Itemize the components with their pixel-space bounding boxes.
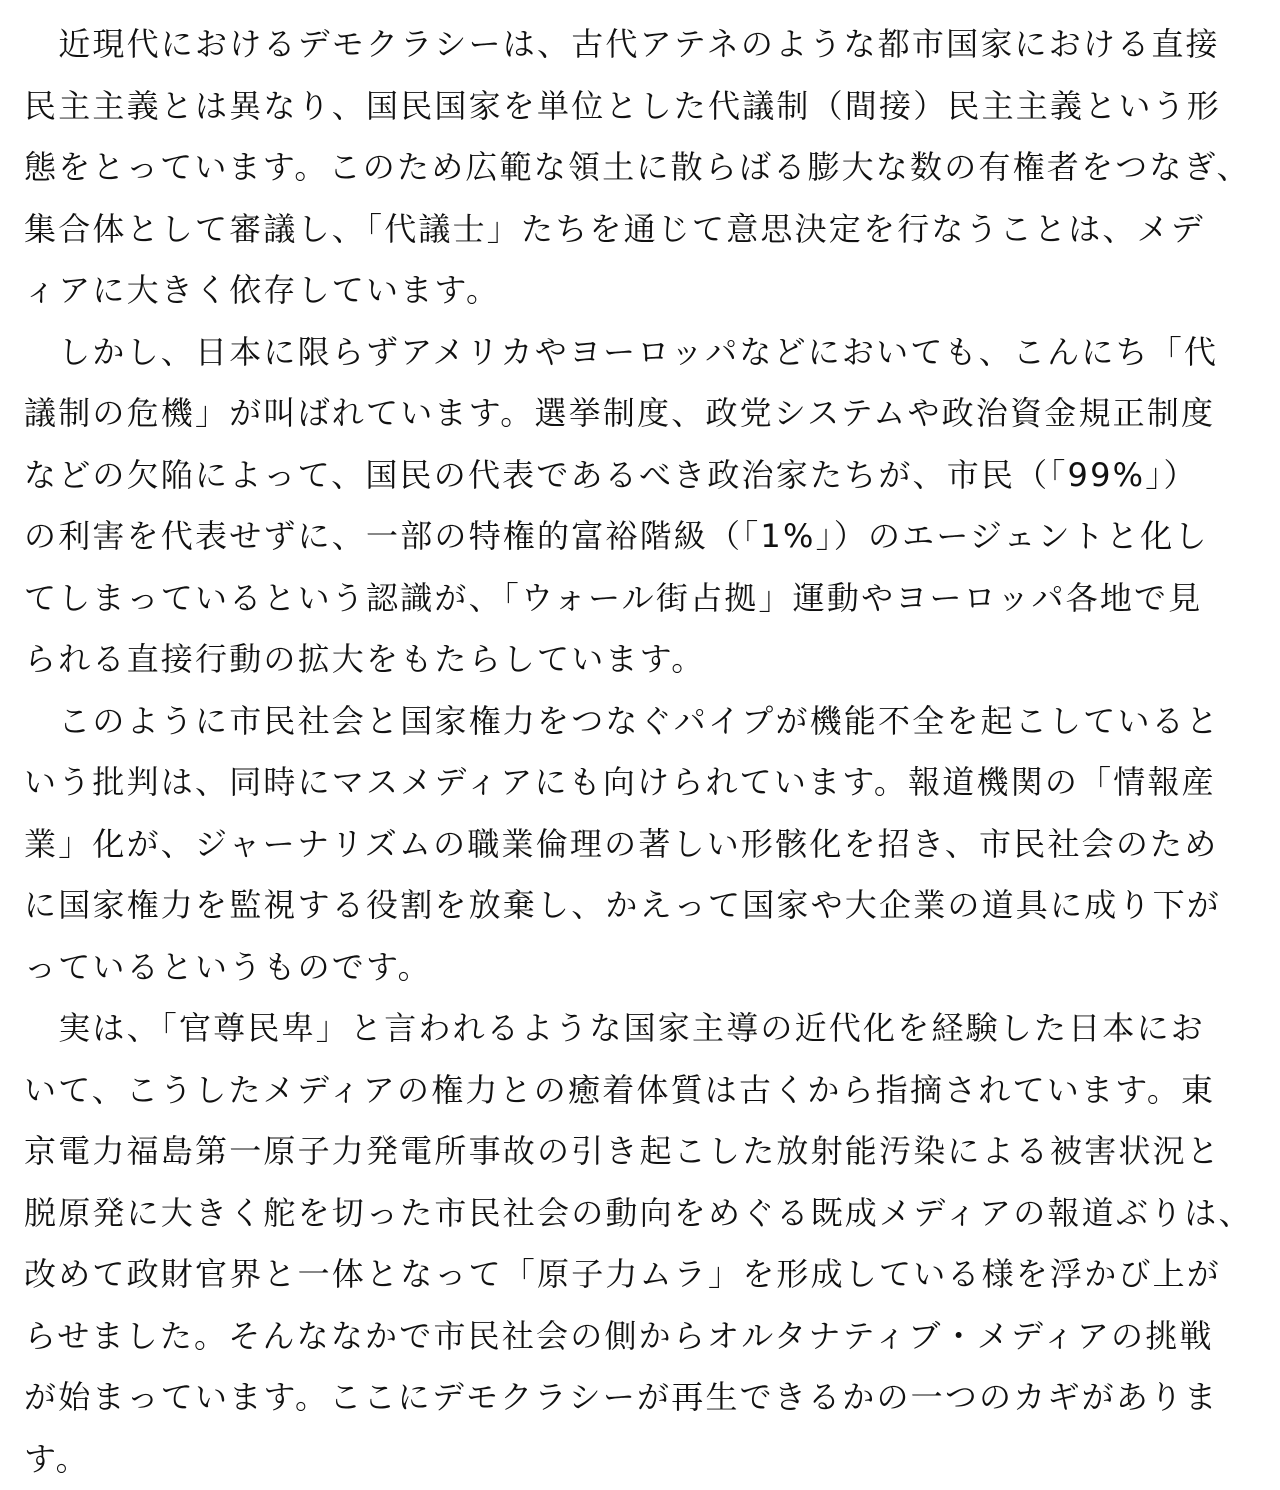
text-line: このように市民社会と国家権力をつなぐパイプが機能不全を起こしていると (24, 691, 1280, 753)
text-line: られる直接行動の拡大をもたらしています。 (24, 629, 1280, 691)
text-line: の利害を代表せずに、一部の特権的富裕階級（「1%」）のエージェントと化し (24, 506, 1280, 568)
text-line: 改めて政財官界と一体となって「原子力ムラ」を形成している様を浮かび上が (24, 1244, 1280, 1306)
text-line: 京電力福島第一原子力発電所事故の引き起こした放射能汚染による被害状況と (24, 1121, 1280, 1183)
paragraph-2 (24, 322, 1280, 691)
text-line: てしまっているという認識が、「ウォール街占拠」運動やヨーロッパ各地で見 (24, 568, 1280, 630)
text-line: 実は、「官尊民卑」と言われるような国家主導の近代化を経験した日本にお (24, 998, 1280, 1060)
paragraph-1 (24, 14, 1280, 322)
text-line: 民主主義とは異なり、国民国家を単位とした代議制（間接）民主主義という形 (24, 76, 1280, 138)
text-line: ィアに大きく依存しています。 (24, 260, 1280, 322)
text-line: っているというものです。 (24, 937, 1280, 999)
text-line: 業」化が、ジャーナリズムの職業倫理の著しい形骸化を招き、市民社会のため (24, 814, 1280, 876)
paragraph-4 (24, 998, 1280, 1490)
text-line: 近現代におけるデモクラシーは、古代アテネのような都市国家における直接 (24, 14, 1280, 76)
text-line: が始まっています。ここにデモクラシーが再生できるかの一つのカギがありま (24, 1367, 1280, 1429)
text-line: らせました。そんななかで市民社会の側からオルタナティブ・メディアの挑戦 (24, 1306, 1280, 1368)
text-line: す。 (24, 1429, 1280, 1490)
text-line: 態をとっています。このため広範な領土に散らばる膨大な数の有権者をつなぎ、 (24, 137, 1280, 199)
text-line: 脱原発に大きく舵を切った市民社会の動向をめぐる既成メディアの報道ぶりは、 (24, 1183, 1280, 1245)
text-line: いて、こうしたメディアの権力との癒着体質は古くから指摘されています。東 (24, 1060, 1280, 1122)
text-line: 集合体として審議し、「代議士」たちを通じて意思決定を行なうことは、メデ (24, 199, 1280, 261)
text-line: 議制の危機」が叫ばれています。選挙制度、政党システムや政治資金規正制度 (24, 383, 1280, 445)
text-line: に国家権力を監視する役割を放棄し、かえって国家や大企業の道具に成り下が (24, 875, 1280, 937)
paragraph-3 (24, 691, 1280, 999)
text-line: いう批判は、同時にマスメディアにも向けられています。報道機関の「情報産 (24, 752, 1280, 814)
text-line: しかし、日本に限らずアメリカやヨーロッパなどにおいても、こんにち「代 (24, 322, 1280, 384)
text-line: などの欠陥によって、国民の代表であるべき政治家たちが、市民（「99%」） (24, 445, 1280, 507)
